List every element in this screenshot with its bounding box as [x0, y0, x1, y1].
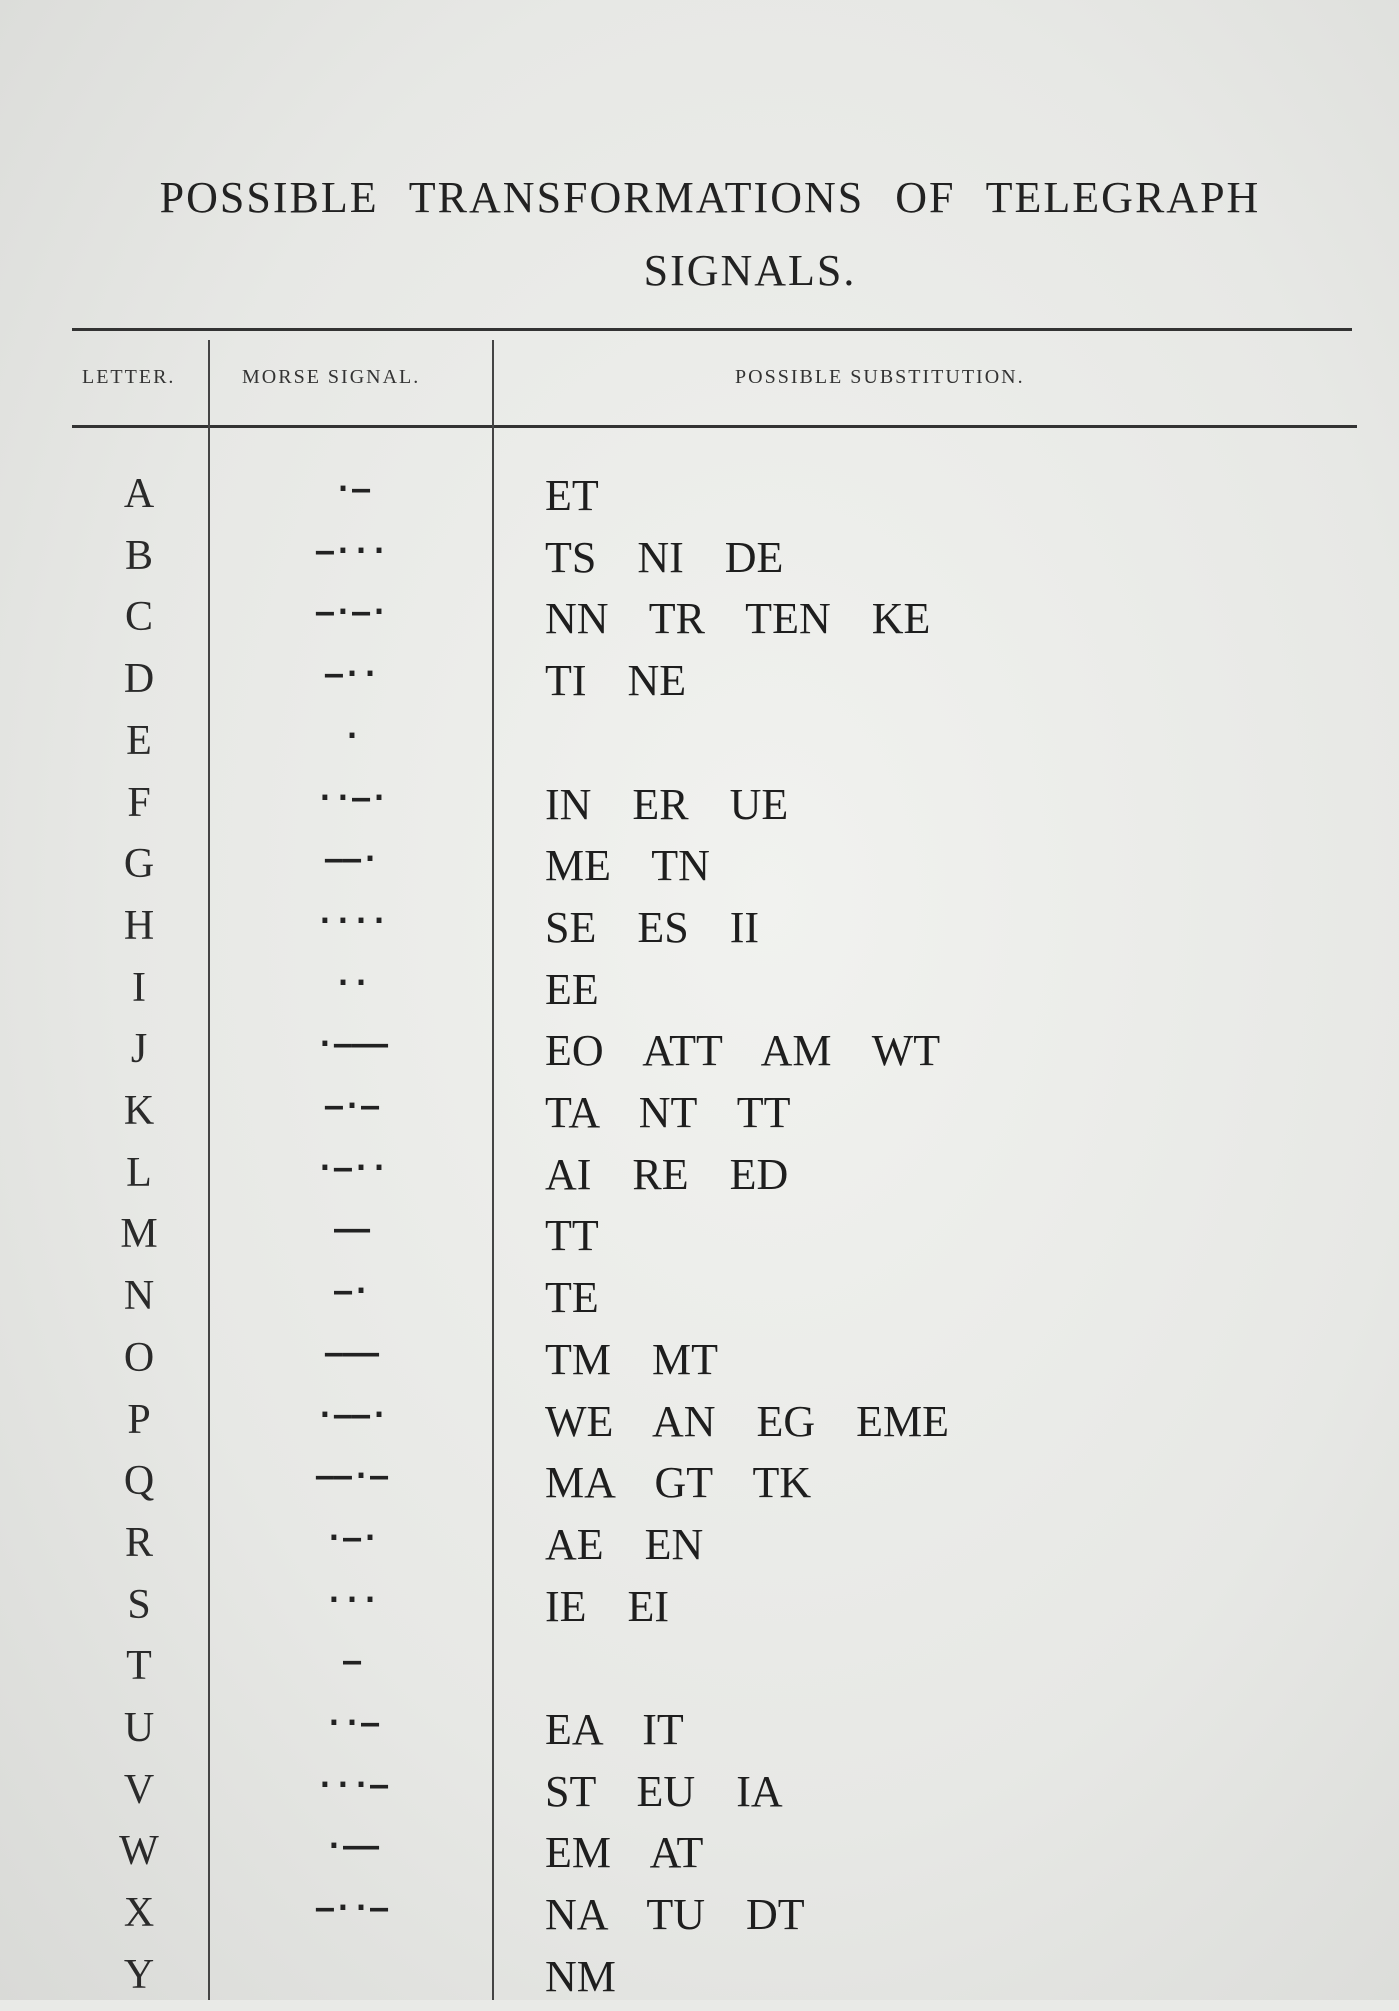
row-letter: A: [123, 471, 155, 517]
row-letter: P: [127, 1396, 151, 1443]
table-row: [0, 1149, 1399, 1209]
row-letter: G: [123, 841, 155, 888]
row-morse-signal: —·—: [324, 1089, 380, 1124]
row-morse-signal: ——: [333, 1212, 371, 1248]
row-morse-signal: ··—: [324, 1706, 380, 1741]
row-morse-signal: ——·: [324, 842, 380, 878]
row-morse-signal: —: [342, 1644, 362, 1680]
column-header-substitution: POSSIBLE SUBSTITUTION.: [735, 366, 1025, 388]
row-morse-signal: ··—·: [315, 780, 389, 816]
row-possible-substitution: TM MT: [545, 1334, 718, 1384]
row-morse-signal: ·——·: [315, 1397, 389, 1433]
row-letter: F: [127, 779, 151, 826]
row-possible-substitution: ME TN: [545, 841, 710, 891]
row-possible-substitution: SE ES II: [545, 902, 759, 952]
row-letter: Y: [123, 1951, 155, 1998]
table-row: [0, 902, 1399, 962]
column-header-morse: MORSE SIGNAL.: [242, 366, 421, 388]
row-morse-signal: ··: [333, 965, 371, 1001]
row-letter: V: [123, 1766, 155, 1813]
table-row: [0, 593, 1399, 653]
column-header-letter: LETTER.: [82, 366, 176, 388]
row-possible-substitution: TS NI DE: [545, 532, 784, 582]
row-possible-substitution: AI RE ED: [545, 1149, 789, 1199]
row-letter: I: [132, 964, 146, 1011]
table-header-rule: [72, 425, 1357, 428]
table-row: [0, 1396, 1399, 1456]
table-row: [0, 1457, 1399, 1517]
row-possible-substitution: TA NT TT: [545, 1088, 791, 1137]
table-top-rule: [72, 328, 1352, 331]
row-letter: K: [123, 1088, 155, 1134]
row-morse-signal: ·: [342, 718, 362, 754]
table-row: [0, 779, 1399, 839]
row-morse-signal: —·—·: [315, 595, 389, 631]
row-morse-signal: —··: [324, 657, 380, 693]
row-morse-signal: —···: [315, 533, 389, 569]
row-letter: C: [124, 594, 153, 641]
table-row: [0, 1519, 1399, 1579]
row-morse-signal: ·—·: [324, 1520, 380, 1556]
table-row: [0, 717, 1399, 777]
row-possible-substitution: TE: [545, 1273, 599, 1323]
row-possible-substitution: EM AT: [545, 1828, 704, 1878]
row-letter: H: [123, 902, 155, 949]
row-letter: U: [123, 1705, 155, 1751]
row-letter: S: [127, 1581, 151, 1628]
row-possible-substitution: EE: [545, 964, 599, 1014]
row-possible-substitution: NM: [545, 1951, 616, 2001]
row-letter: W: [119, 1828, 159, 1875]
row-possible-substitution: EO ATT AM WT: [545, 1026, 941, 1076]
row-letter: R: [124, 1519, 153, 1566]
table-row: [0, 1334, 1399, 1394]
row-possible-substitution: TT: [545, 1211, 599, 1261]
table-row: [0, 1642, 1399, 1702]
row-morse-signal: ·—··: [315, 1150, 389, 1186]
row-letter: L: [126, 1149, 152, 1196]
table-row: [0, 655, 1399, 715]
row-possible-substitution: EA IT: [545, 1705, 684, 1754]
row-possible-substitution: NA TU DT: [545, 1890, 805, 1940]
row-letter: X: [123, 1890, 155, 1937]
table-row: [0, 470, 1399, 530]
row-letter: J: [130, 1026, 148, 1073]
row-letter: D: [123, 656, 155, 703]
table-row: [0, 1272, 1399, 1332]
row-morse-signal: ·——: [324, 1829, 380, 1865]
table-row: [0, 1025, 1399, 1085]
table-row: [0, 532, 1399, 592]
table-row: [0, 1704, 1399, 1764]
table-row: [0, 1766, 1399, 1826]
row-morse-signal: ·———: [315, 1027, 389, 1063]
table-row: [0, 1951, 1399, 2011]
row-letter: O: [123, 1334, 155, 1381]
row-possible-substitution: IE EI: [545, 1581, 670, 1631]
row-letter: N: [123, 1273, 155, 1320]
row-possible-substitution: AE EN: [545, 1519, 704, 1569]
row-morse-signal: ····: [315, 903, 389, 939]
document-title-line2: SIGNALS.: [643, 246, 857, 295]
table-row: [0, 840, 1399, 900]
row-letter: T: [126, 1643, 152, 1690]
row-morse-signal: ···: [324, 1582, 380, 1618]
table-row: [0, 1581, 1399, 1641]
row-morse-signal: —·: [333, 1274, 371, 1310]
row-possible-substitution: NN TR TEN KE: [545, 594, 931, 644]
row-possible-substitution: ST EU IA: [545, 1766, 783, 1816]
table-row: [0, 1210, 1399, 1270]
row-morse-signal: ———: [324, 1335, 380, 1371]
row-letter: Q: [123, 1458, 155, 1505]
row-letter: B: [124, 532, 153, 579]
document-title-line1: POSSIBLE TRANSFORMATIONS OF TELEGRAPH: [159, 173, 1261, 222]
row-possible-substitution: IN ER UE: [545, 779, 789, 829]
row-possible-substitution: MA GT TK: [545, 1458, 812, 1508]
row-possible-substitution: ET: [545, 471, 599, 520]
row-letter: M: [120, 1211, 158, 1258]
row-possible-substitution: WE AN EG EME: [545, 1396, 950, 1446]
table-row: [0, 1889, 1399, 1949]
row-morse-signal: —··—: [315, 1891, 389, 1927]
row-morse-signal: ···—: [315, 1767, 389, 1803]
table-row: [0, 964, 1399, 1024]
row-letter: E: [126, 717, 152, 764]
row-morse-signal: ·—: [333, 472, 371, 507]
row-possible-substitution: TI NE: [545, 656, 687, 706]
table-row: [0, 1827, 1399, 1887]
row-morse-signal: ——·—: [315, 1459, 389, 1495]
table-row: [0, 1087, 1399, 1147]
